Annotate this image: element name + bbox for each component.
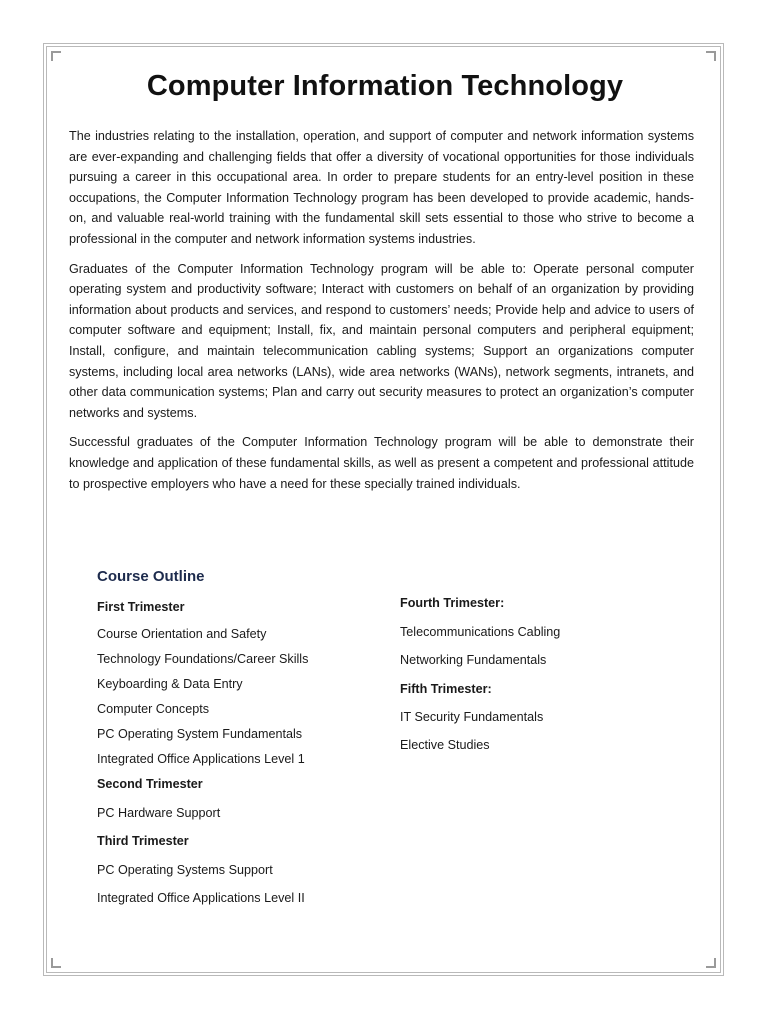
course-item: PC Operating Systems Support (97, 863, 273, 877)
corner-ornament (51, 958, 61, 968)
corner-ornament (51, 51, 61, 61)
course-item: Networking Fundamentals (400, 653, 547, 667)
course-item: Telecommunications Cabling (400, 625, 561, 639)
course-item: PC Operating System Fundamentals (97, 727, 303, 741)
paragraph-successful-graduates: Successful graduates of the Computer Information Technology program will be able to demonstrate their knowledge and application of these fundamental skills, as well as present a competent and professional attitude to prospective employers who have a need for these specially trained individuals. (69, 435, 694, 491)
course-item: Computer Concepts (97, 702, 209, 716)
paragraph-graduate-abilities: Graduates of the Computer Information Technology program will be able to: Operate personal computer operating system and productivity software; Interact with customers on behalf of an organization by providing information about products and services, and respond to customers’ needs; Provide help and advice to users of computer software and equipment; Install, fix, and maintain personal computers and peripheral equipment; Install, configure, and maintain telecommunication cabling systems; Support an organizations computer systems, including local area networks (LANs), wide area networks (WANs), network segments, intranets, and other data communication systems; Plan and carry out security measures to protect an organization’s computer networks and systems. (69, 261, 694, 420)
trimester-heading: Fourth Trimester: (400, 596, 505, 610)
trimester-heading: Fifth Trimester: (400, 682, 492, 696)
corner-ornament (706, 958, 716, 968)
course-item: Integrated Office Applications Level 1 (97, 752, 305, 766)
trimester-heading: First Trimester (97, 600, 185, 614)
course-item: Keyboarding & Data Entry (97, 677, 243, 691)
course-outline-heading: Course Outline (97, 568, 205, 585)
course-item: Course Orientation and Safety (97, 627, 267, 641)
intro-text (69, 126, 694, 503)
course-item: Technology Foundations/Career Skills (97, 652, 309, 666)
course-item: IT Security Fundamentals (400, 710, 544, 724)
paragraph-overview: The industries relating to the installation, operation, and support of computer and network information systems are ever-expanding and challenging fields that offer a diversity of vocational opportunities for those individuals pursuing a career in this occupational area. In order to prepare students for an entry-level position in these occupations, the Computer Information Technology program has been developed to provide academic, hands-on, and valuable real-world training with the fundamental skill sets essential to those who strive to become a professional in the computer and network information systems industries. (69, 129, 694, 246)
course-item: Elective Studies (400, 738, 490, 752)
course-item: PC Hardware Support (97, 806, 221, 820)
corner-ornament (706, 51, 716, 61)
trimester-heading: Third Trimester (97, 834, 189, 848)
trimester-heading: Second Trimester (97, 777, 203, 791)
page-title: Computer Information Technology (146, 70, 624, 102)
course-item: Integrated Office Applications Level II (97, 891, 305, 905)
